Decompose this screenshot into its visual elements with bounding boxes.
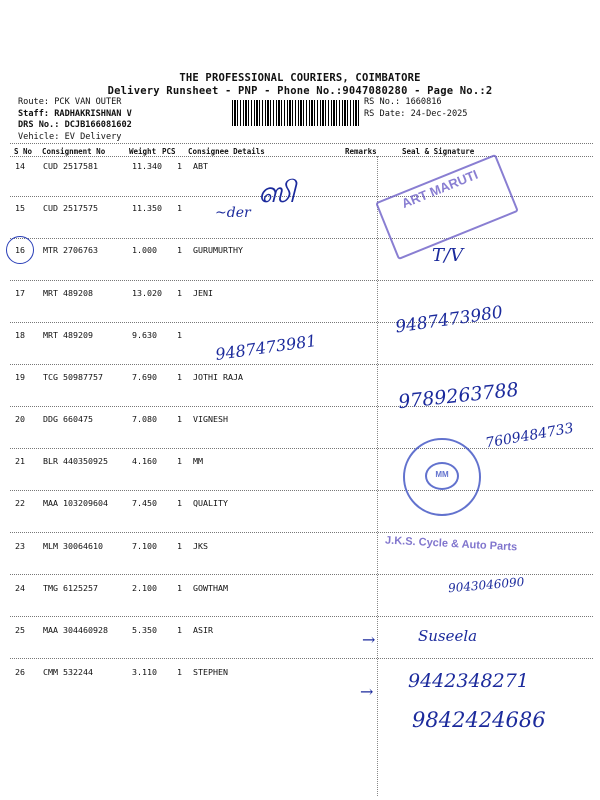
row-weight: 7.100	[132, 541, 157, 551]
rs-number: RS No.: 1660816	[364, 97, 442, 107]
runsheet-meta-right	[364, 97, 467, 120]
row-weight: 11.350	[132, 203, 162, 213]
stamp-logo: MM	[425, 462, 459, 490]
row-pcs: 1	[177, 541, 182, 551]
row-sno: 14	[15, 161, 25, 171]
stamp-text: ART MARUTI	[399, 166, 480, 212]
table-row	[0, 625, 600, 667]
row-sno: 25	[15, 625, 25, 635]
row-consignment: BLR 440350925	[43, 456, 108, 466]
col-remarks: Remarks	[345, 147, 377, 156]
row-consignee: GOWTHAM	[193, 583, 228, 593]
row-consignee: GURUMURTHY	[193, 245, 243, 255]
row-pcs: 1	[177, 203, 182, 213]
col-consignee: Consignee Details	[188, 147, 265, 156]
arrow-mark: →	[362, 630, 376, 649]
row-sno: 21	[15, 456, 25, 466]
col-seal: Seal & Signature	[402, 147, 475, 156]
row-consignment: CUD 2517575	[43, 203, 98, 213]
phone-row18-sig: 9487473980	[394, 302, 505, 338]
row-consignee: VIGNESH	[193, 414, 228, 424]
row-rule	[10, 280, 593, 281]
phone-row18: 9487473981	[214, 331, 318, 364]
row-rule	[10, 364, 593, 365]
table-row	[0, 288, 600, 330]
row-weight: 7.450	[132, 498, 157, 508]
row-weight: 11.340	[132, 161, 162, 171]
col-weight: Weight	[129, 147, 157, 156]
row-consignment: MAA 304460928	[43, 625, 108, 635]
row-consignment: MLM 30064610	[43, 541, 103, 551]
phone-row26-b: 9842424686	[412, 708, 546, 732]
staff-label: Staff: RADHAKRISHNAN V	[18, 108, 132, 119]
row-sno: 18	[15, 330, 25, 340]
route-label: Route: PCK VAN OUTER	[18, 97, 122, 107]
row-rule	[10, 658, 593, 659]
row-sno: 17	[15, 288, 25, 298]
row-consignee: JOTHI RAJA	[193, 372, 243, 382]
row-weight: 7.690	[132, 372, 157, 382]
row-consignment: DDG 660475	[43, 414, 93, 424]
phone-row19: 9789263788	[397, 378, 520, 414]
table-header-rule	[10, 156, 593, 157]
row-rule	[10, 238, 593, 239]
row-sno: 16	[15, 245, 25, 255]
row-consignee: ABT	[193, 161, 208, 171]
row-consignment: TCG 50987757	[43, 372, 103, 382]
table-row	[0, 498, 600, 540]
rs-date: RS Date: 24-Dec-2025	[364, 108, 468, 119]
row-rule	[10, 406, 593, 407]
row-consignee: MM	[193, 456, 203, 466]
row-pcs: 1	[177, 498, 182, 508]
row-consignment: MTR 2706763	[43, 245, 98, 255]
row-weight: 7.080	[132, 414, 157, 424]
row-consignment: TMG 6125257	[43, 583, 98, 593]
row-sno: 22	[15, 498, 25, 508]
row-sno: 23	[15, 541, 25, 551]
col-pcs: PCS	[162, 147, 176, 156]
name-row25: Suseela	[418, 627, 478, 645]
row-consignee: JKS	[193, 541, 208, 551]
row-weight: 3.110	[132, 667, 157, 677]
row-rule	[10, 322, 593, 323]
row-sno: 26	[15, 667, 25, 677]
row-pcs: 1	[177, 414, 182, 424]
row-consignee: JENI	[193, 288, 213, 298]
col-consignment: Consignment No	[42, 147, 106, 156]
row-consignee: ASIR	[193, 625, 213, 635]
row-pcs: 1	[177, 161, 182, 171]
row-rule	[10, 574, 593, 575]
row-weight: 13.020	[132, 288, 162, 298]
signature-row14: ஸி	[258, 175, 296, 210]
phone-row20: 7609484733	[484, 420, 575, 452]
row-sno: 19	[15, 372, 25, 382]
row-pcs: 1	[177, 667, 182, 677]
row-weight: 9.630	[132, 330, 157, 340]
row-weight: 2.100	[132, 583, 157, 593]
vehicle-label: Vehicle: EV Delivery	[18, 131, 122, 142]
row-consignee: QUALITY	[193, 498, 228, 508]
row-pcs: 1	[177, 456, 182, 466]
row-consignment: CUD 2517581	[43, 161, 98, 171]
runsheet-meta-left	[18, 97, 132, 143]
row-pcs: 1	[177, 330, 182, 340]
row-pcs: 1	[177, 625, 182, 635]
row-rule	[10, 532, 593, 533]
row-sno: 24	[15, 583, 25, 593]
row-weight: 4.160	[132, 456, 157, 466]
row-consignee: STEPHEN	[193, 667, 228, 677]
row-pcs: 1	[177, 372, 182, 382]
table-top-rule	[10, 143, 593, 144]
row-weight: 5.350	[132, 625, 157, 635]
tv-mark: T/V	[432, 245, 464, 266]
row-pcs: 1	[177, 583, 182, 593]
phone-row24: 9043046090	[447, 574, 525, 596]
row-pcs: 1	[177, 288, 182, 298]
signature-row15: ~der	[215, 205, 251, 221]
company-title: THE PROFESSIONAL COURIERS, COIMBATORE	[179, 72, 421, 84]
row-rule	[10, 616, 593, 617]
row-sno: 20	[15, 414, 25, 424]
drs-label: DRS No.: DCJB166081602	[18, 120, 132, 130]
row-rule	[10, 490, 593, 491]
runsheet-subtitle: Delivery Runsheet - PNP - Phone No.:9047080280 - Page No.:2	[107, 85, 493, 97]
row-consignment: MRT 489208	[43, 288, 93, 298]
barcode	[232, 100, 360, 126]
row-weight: 1.000	[132, 245, 157, 255]
mm-engineers-round-stamp	[403, 438, 481, 516]
jks-stamp: J.K.S. Cycle & Auto Parts	[384, 534, 518, 554]
row-consignment: MRT 489209	[43, 330, 93, 340]
col-sno: S No	[14, 147, 33, 156]
row-sno: 15	[15, 203, 25, 213]
row-pcs: 1	[177, 245, 182, 255]
row-consignment: MAA 103209604	[43, 498, 108, 508]
phone-row26-a: 9442348271	[408, 670, 529, 692]
arrow-mark: →	[360, 682, 374, 701]
row-consignment: CMM 532244	[43, 667, 93, 677]
table-row	[0, 456, 600, 498]
